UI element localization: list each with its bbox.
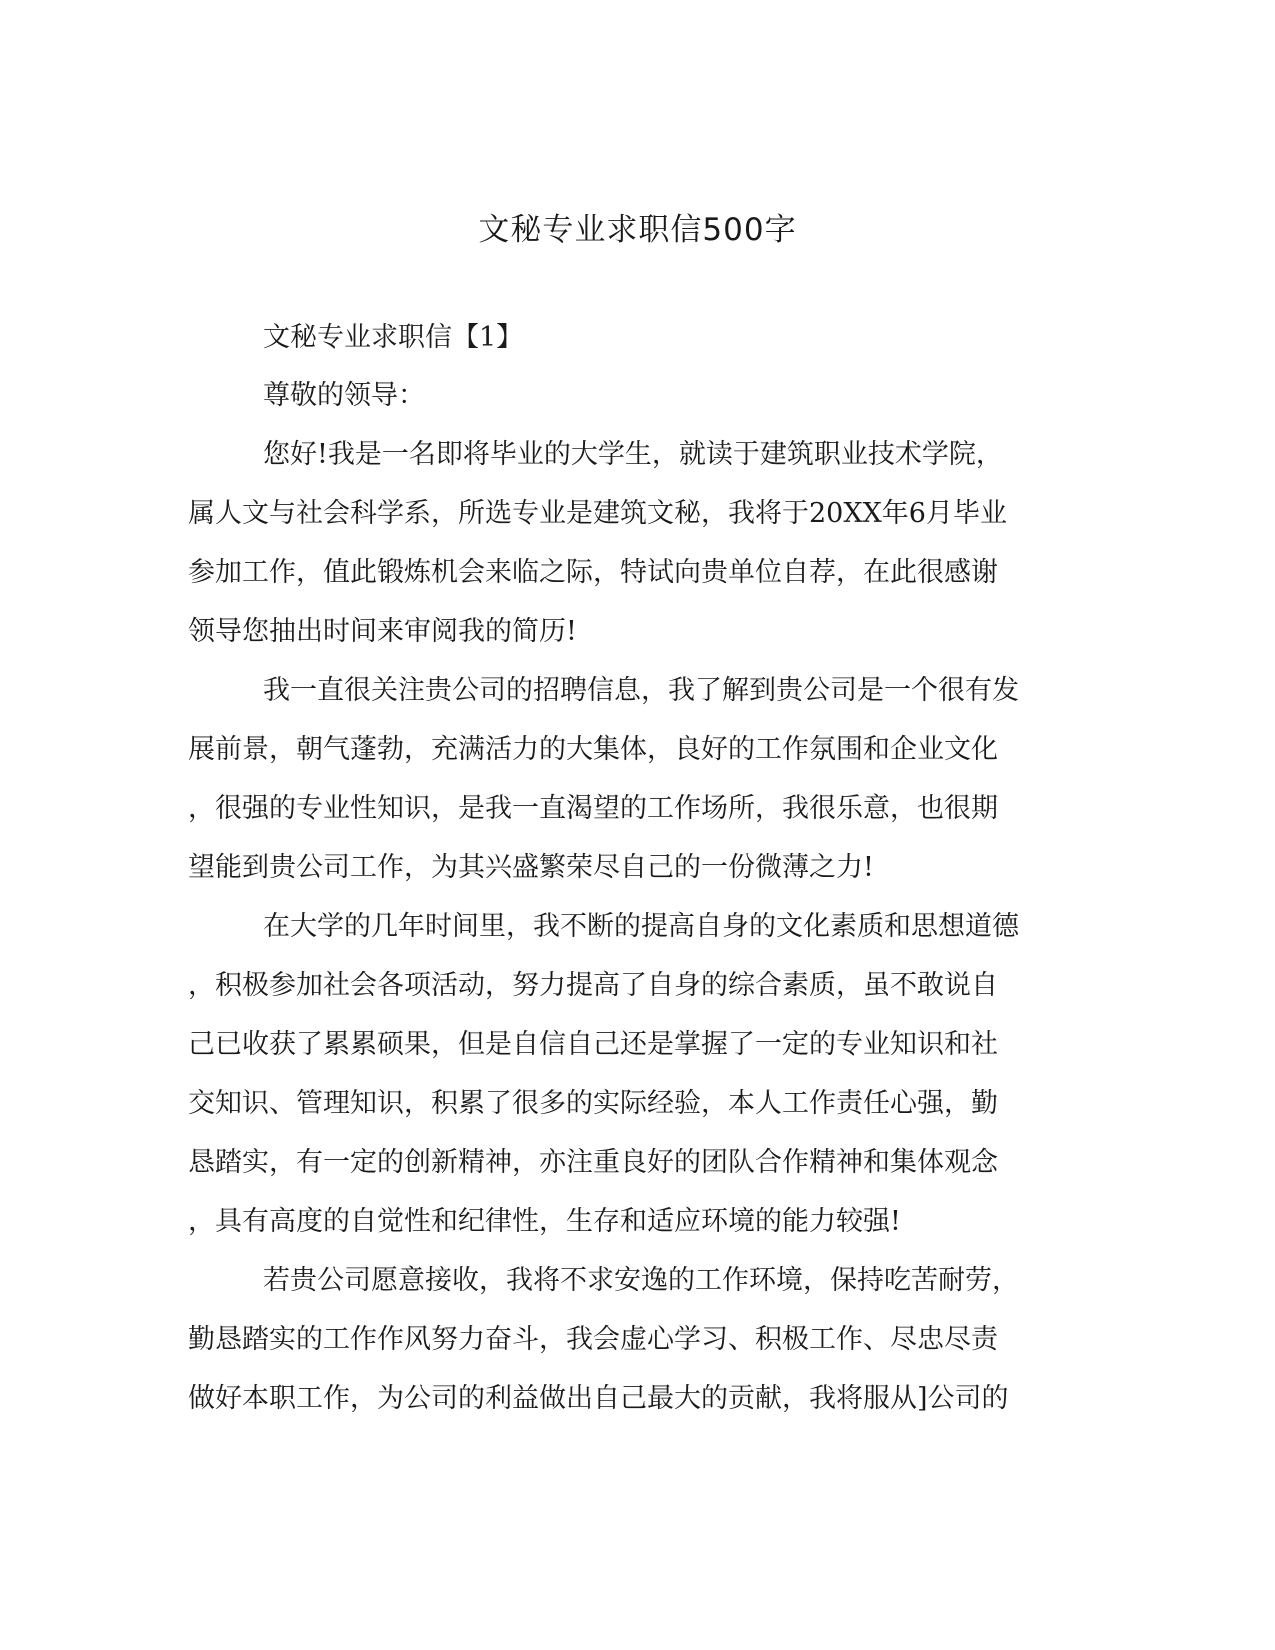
paragraph-3-line-6: ，具有高度的自觉性和纪律性，生存和适应环境的能力较强! xyxy=(188,1206,901,1237)
paragraph-4-line-1: 若贵公司愿意接收，我将不求安逸的工作环境，保持吃苦耐劳， xyxy=(263,1265,1019,1296)
paragraph-2-line-2: 展前景，朝气蓬勃，充满活力的大集体，良好的工作氛围和企业文化 xyxy=(188,734,998,765)
paragraph-2-line-4: 望能到贵公司工作，为其兴盛繁荣尽自己的一份微薄之力! xyxy=(188,852,874,883)
paragraph-3-line-2: ，积极参加社会各项活动，努力提高了自身的综合素质，虽不敢说自 xyxy=(188,970,998,1001)
paragraph-1-line-2: 属人文与社会科学系，所选专业是建筑文秘，我将于20XX年6月毕业 xyxy=(188,498,1007,529)
paragraph-3-line-4: 交知识、管理知识，积累了很多的实际经验，本人工作责任心强，勤 xyxy=(188,1088,998,1119)
paragraph-1-line-4: 领导您抽出时间来审阅我的简历! xyxy=(188,616,577,647)
paragraph-3-line-1: 在大学的几年时间里，我不断的提高自身的文化素质和思想道德 xyxy=(263,911,1019,942)
paragraph-2-line-3: ，很强的专业性知识，是我一直渴望的工作场所，我很乐意，也很期 xyxy=(188,793,998,824)
paragraph-1-line-3: 参加工作，值此锻炼机会来临之际，特试向贵单位自荐，在此很感谢 xyxy=(188,557,998,588)
paragraph-3-line-5: 恳踏实，有一定的创新精神，亦注重良好的团队合作精神和集体观念 xyxy=(188,1147,998,1178)
document-title: 文秘专业求职信500字 xyxy=(478,212,797,248)
paragraph-4-line-2: 勤恳踏实的工作作风努力奋斗，我会虚心学习、积极工作、尽忠尽责 xyxy=(188,1324,998,1355)
section-heading: 文秘专业求职信【1】 xyxy=(263,322,524,353)
paragraph-1-line-1: 您好!我是一名即将毕业的大学生，就读于建筑职业技术学院， xyxy=(263,439,1003,470)
paragraph-2-line-1: 我一直很关注贵公司的招聘信息，我了解到贵公司是一个很有发 xyxy=(263,675,1019,706)
paragraph-4-line-3: 做好本职工作，为公司的利益做出自己最大的贡献，我将服从]公司的 xyxy=(188,1383,1009,1414)
salutation: 尊敬的领导： xyxy=(263,380,425,411)
paragraph-3-line-3: 己已收获了累累硕果，但是自信自己还是掌握了一定的专业知识和社 xyxy=(188,1029,998,1060)
